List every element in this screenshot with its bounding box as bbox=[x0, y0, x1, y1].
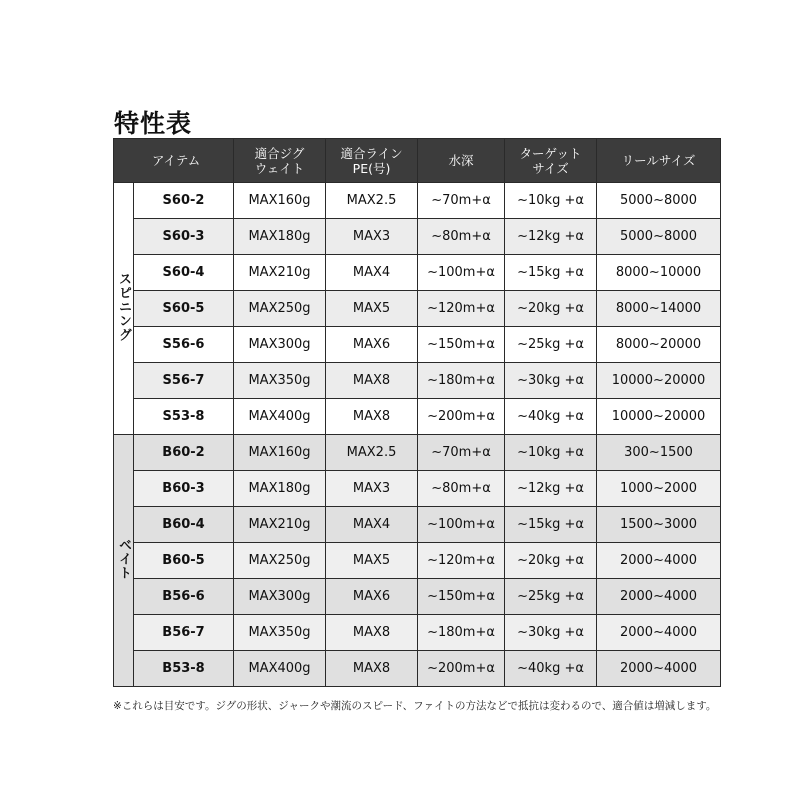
cell-reel: 1000~2000 bbox=[597, 471, 721, 507]
page-title: 特性表 bbox=[114, 109, 193, 138]
cell-depth: ~70m+α bbox=[418, 435, 505, 471]
table-row bbox=[114, 651, 721, 687]
spec-table bbox=[113, 138, 721, 687]
table-row bbox=[114, 291, 721, 327]
cell-jig: MAX350g bbox=[234, 615, 326, 651]
cell-line: MAX3 bbox=[326, 219, 418, 255]
cell-depth: ~80m+α bbox=[418, 219, 505, 255]
cell-target: ~10kg +α bbox=[505, 183, 597, 219]
header-depth: 水深 bbox=[418, 139, 505, 183]
cell-reel: 5000~8000 bbox=[597, 219, 721, 255]
cell-reel: 8000~14000 bbox=[597, 291, 721, 327]
bait-group bbox=[114, 435, 721, 687]
table-row bbox=[114, 471, 721, 507]
table-row bbox=[114, 543, 721, 579]
cell-jig: MAX300g bbox=[234, 327, 326, 363]
cell-jig: MAX210g bbox=[234, 507, 326, 543]
cell-jig: MAX350g bbox=[234, 363, 326, 399]
cell-depth: ~200m+α bbox=[418, 651, 505, 687]
header-label: 適合ジグ ウェイト bbox=[254, 145, 305, 176]
cell-reel: 2000~4000 bbox=[597, 543, 721, 579]
cell-jig: MAX400g bbox=[234, 651, 326, 687]
table-row bbox=[114, 327, 721, 363]
cell-jig: MAX400g bbox=[234, 399, 326, 435]
cell-line: MAX5 bbox=[326, 543, 418, 579]
cell-line: MAX6 bbox=[326, 327, 418, 363]
cell-jig: MAX180g bbox=[234, 471, 326, 507]
cell-depth: ~180m+α bbox=[418, 363, 505, 399]
header-item: アイテム bbox=[114, 139, 234, 183]
cell-target: ~20kg +α bbox=[505, 543, 597, 579]
cell-depth: ~80m+α bbox=[418, 471, 505, 507]
group-label bbox=[114, 435, 134, 687]
cell-depth: ~120m+α bbox=[418, 543, 505, 579]
cell-jig: MAX160g bbox=[234, 435, 326, 471]
cell-jig: MAX250g bbox=[234, 543, 326, 579]
cell-target: ~12kg +α bbox=[505, 471, 597, 507]
cell-item: B60-4 bbox=[134, 507, 234, 543]
group-label bbox=[114, 183, 134, 435]
cell-line: MAX8 bbox=[326, 651, 418, 687]
footnote: ※これらは目安です。ジグの形状、ジャークや潮流のスピード、ファイトの方法などで抵抗は変わるので、適合値は増減します。 bbox=[113, 700, 717, 712]
table-row bbox=[114, 219, 721, 255]
cell-reel: 1500~3000 bbox=[597, 507, 721, 543]
cell-item: S60-5 bbox=[134, 291, 234, 327]
table-row bbox=[114, 615, 721, 651]
cell-item: S53-8 bbox=[134, 399, 234, 435]
cell-depth: ~120m+α bbox=[418, 291, 505, 327]
cell-line: MAX5 bbox=[326, 291, 418, 327]
cell-jig: MAX250g bbox=[234, 291, 326, 327]
group-label-text: スピニング bbox=[116, 271, 131, 342]
cell-depth: ~200m+α bbox=[418, 399, 505, 435]
cell-item: S60-4 bbox=[134, 255, 234, 291]
cell-reel: 5000~8000 bbox=[597, 183, 721, 219]
header-row bbox=[114, 139, 721, 183]
cell-reel: 8000~10000 bbox=[597, 255, 721, 291]
cell-target: ~15kg +α bbox=[505, 507, 597, 543]
cell-item: B56-7 bbox=[134, 615, 234, 651]
cell-target: ~25kg +α bbox=[505, 327, 597, 363]
cell-item: S60-3 bbox=[134, 219, 234, 255]
cell-depth: ~100m+α bbox=[418, 255, 505, 291]
table-row bbox=[114, 183, 721, 219]
cell-line: MAX3 bbox=[326, 471, 418, 507]
cell-line: MAX2.5 bbox=[326, 183, 418, 219]
cell-jig: MAX300g bbox=[234, 579, 326, 615]
header-label: 適合ライン PE(号) bbox=[340, 145, 403, 176]
cell-line: MAX8 bbox=[326, 615, 418, 651]
cell-reel: 8000~20000 bbox=[597, 327, 721, 363]
spinning-group bbox=[114, 183, 721, 435]
table-row bbox=[114, 399, 721, 435]
table-row bbox=[114, 255, 721, 291]
table-row bbox=[114, 507, 721, 543]
cell-target: ~40kg +α bbox=[505, 399, 597, 435]
cell-depth: ~180m+α bbox=[418, 615, 505, 651]
cell-reel: 300~1500 bbox=[597, 435, 721, 471]
cell-reel: 2000~4000 bbox=[597, 615, 721, 651]
cell-depth: ~150m+α bbox=[418, 327, 505, 363]
header-line bbox=[326, 139, 418, 183]
cell-reel: 10000~20000 bbox=[597, 363, 721, 399]
group-label-text: ベイト bbox=[116, 537, 131, 580]
cell-target: ~25kg +α bbox=[505, 579, 597, 615]
cell-line: MAX8 bbox=[326, 363, 418, 399]
cell-target: ~30kg +α bbox=[505, 363, 597, 399]
cell-jig: MAX180g bbox=[234, 219, 326, 255]
cell-line: MAX4 bbox=[326, 507, 418, 543]
header-target-size bbox=[505, 139, 597, 183]
cell-line: MAX6 bbox=[326, 579, 418, 615]
cell-jig: MAX160g bbox=[234, 183, 326, 219]
cell-item: S56-7 bbox=[134, 363, 234, 399]
cell-item: B56-6 bbox=[134, 579, 234, 615]
cell-reel: 10000~20000 bbox=[597, 399, 721, 435]
cell-depth: ~100m+α bbox=[418, 507, 505, 543]
cell-item: B60-2 bbox=[134, 435, 234, 471]
cell-line: MAX2.5 bbox=[326, 435, 418, 471]
cell-depth: ~150m+α bbox=[418, 579, 505, 615]
cell-target: ~12kg +α bbox=[505, 219, 597, 255]
header-label: ターゲット サイズ bbox=[519, 145, 582, 176]
cell-jig: MAX210g bbox=[234, 255, 326, 291]
cell-target: ~30kg +α bbox=[505, 615, 597, 651]
header-jig-weight bbox=[234, 139, 326, 183]
cell-reel: 2000~4000 bbox=[597, 651, 721, 687]
cell-line: MAX8 bbox=[326, 399, 418, 435]
cell-depth: ~70m+α bbox=[418, 183, 505, 219]
cell-item: B53-8 bbox=[134, 651, 234, 687]
cell-target: ~10kg +α bbox=[505, 435, 597, 471]
cell-target: ~15kg +α bbox=[505, 255, 597, 291]
cell-item: S56-6 bbox=[134, 327, 234, 363]
header-reel-size: リールサイズ bbox=[597, 139, 721, 183]
cell-item: S60-2 bbox=[134, 183, 234, 219]
cell-target: ~40kg +α bbox=[505, 651, 597, 687]
table-row bbox=[114, 435, 721, 471]
cell-reel: 2000~4000 bbox=[597, 579, 721, 615]
table-row bbox=[114, 579, 721, 615]
cell-item: B60-3 bbox=[134, 471, 234, 507]
cell-item: B60-5 bbox=[134, 543, 234, 579]
cell-line: MAX4 bbox=[326, 255, 418, 291]
table-row bbox=[114, 363, 721, 399]
cell-target: ~20kg +α bbox=[505, 291, 597, 327]
